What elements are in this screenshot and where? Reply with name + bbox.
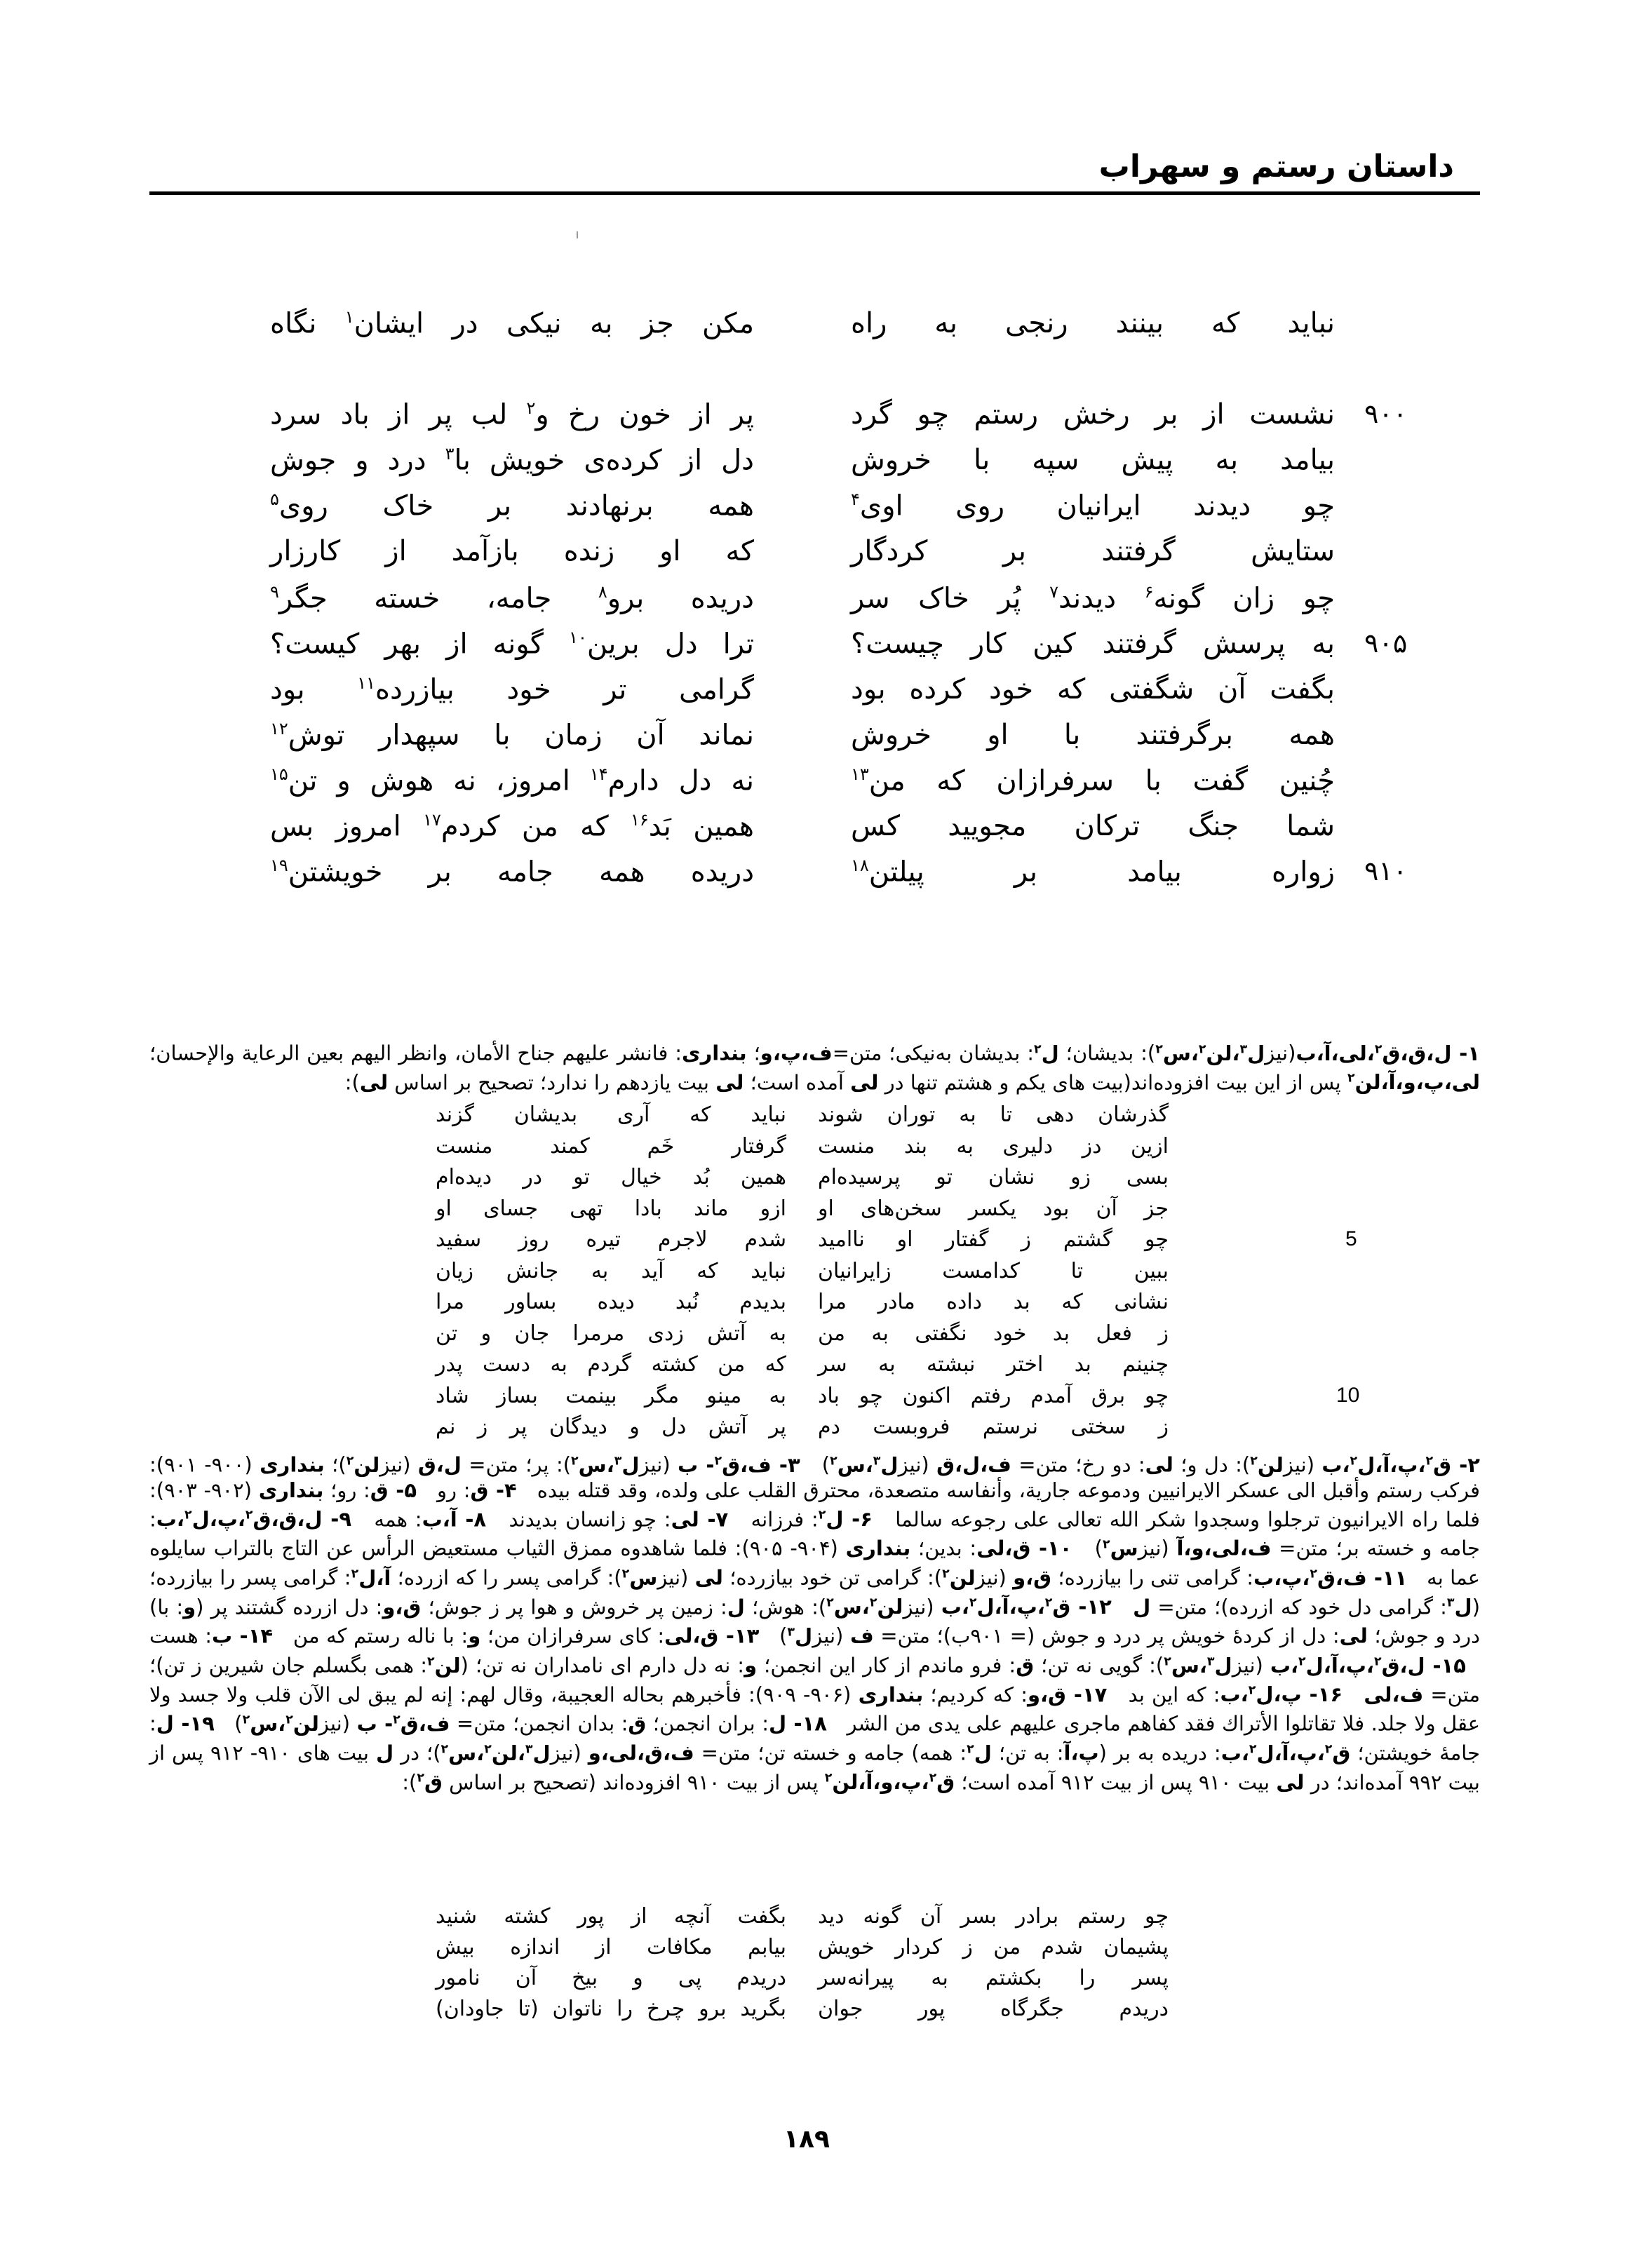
verse-number: ۹۱۰ xyxy=(1364,856,1408,886)
inset-hemistich-left: بیابم مکافات از اندازه بیش xyxy=(436,1935,786,1959)
hemistich-left: دل از کرده‌ی خویش با$^۳$ درد و جوش xyxy=(270,444,754,477)
inset-couplet xyxy=(436,1259,1169,1287)
couplet xyxy=(269,444,1335,486)
inset-couplet xyxy=(436,1165,1169,1193)
inset-line-number: 5 xyxy=(1345,1227,1357,1250)
hemistich-right: چُنین گفت با سرفرازان که من$^{۱۳}$ xyxy=(851,764,1335,797)
hemistich-left: دریده همه جامه بر خویشتن$^{۱۹}$ xyxy=(270,856,754,889)
inset-hemistich-left: دریدم پی و بیخ آن نامور xyxy=(436,1966,786,1990)
inset-hemistich-left: همین بُد خیال تو در دیده‌ام xyxy=(436,1165,786,1189)
hemistich-left: همین بَد$^{۱۶}$ که من کردم$^{۱۷}$ امروز بس xyxy=(270,810,754,843)
verse-number: ۹۰۵ xyxy=(1364,628,1408,659)
hemistich-right: شما جنگ ترکان مجویید کس xyxy=(851,810,1335,842)
inset-hemistich-right: پشیمان شدم من ز کردار خویش xyxy=(818,1935,1169,1959)
inset-couplet xyxy=(436,1290,1169,1318)
couplet xyxy=(269,307,1335,349)
inset-hemistich-left: ازو ماند بادا تهی جسای او xyxy=(436,1196,786,1221)
footnote-1: ۱- ل،ق،ق$^۲$،لی،آ،ب(نیزل$^۳$،لن$^۲$،س$^۲$): بدیشان؛ ل$^۲$: بدیشان به‌نیکی؛ متن=ف،پ،و؛ بنداری: فانشر علیهم جناح الأمان، وانظر الیهم بعین الرعایة والإحسان؛ لی،پ،و،آ،لن$^۲$ پس از این بیت افزوده‌اند(بیت های یکم و هشتم تنها در لی آمده است؛ لی بیت یازدهم را ندارد؛ تصحیح بر اساس لی): xyxy=(149,1041,1480,1095)
inset-couplet xyxy=(436,1384,1169,1412)
inset-hemistich-right: ز فعل بد خود نگفتی به من xyxy=(818,1321,1169,1346)
inset-hemistich-left: پر آتش دل و دیدگان پر ز نم xyxy=(436,1415,786,1439)
couplet xyxy=(269,856,1335,898)
header-rule xyxy=(149,191,1480,195)
inset-hemistich-right: چنینم بد اختر نبشته به سر xyxy=(818,1352,1169,1377)
inset-hemistich-left: بدیدم نُبد دیده بساور مرا xyxy=(436,1290,786,1314)
inset-couplet xyxy=(436,1415,1169,1443)
hemistich-right: بیامد به پیش سپه با خروش xyxy=(851,444,1335,476)
inset-hemistich-left: به مینو مگر بینمت بساز شاد xyxy=(436,1383,786,1408)
inset-hemistich-left: شدم لاجرم تیره روز سفید xyxy=(436,1227,786,1252)
inset-couplet xyxy=(436,1134,1169,1162)
hemistich-right: چو دیدند ایرانیان روی اوی$^۴$ xyxy=(851,490,1335,522)
inset-hemistich-left: گرفتار خَم کمند منست xyxy=(436,1133,786,1159)
inset-line-number: 10 xyxy=(1336,1383,1360,1407)
couplet xyxy=(269,582,1335,624)
running-header-title: داستان رستم و سهراب xyxy=(1098,149,1454,184)
inset-hemistich-right: ببین تا کدامست زایرانیان xyxy=(818,1258,1169,1283)
inset-hemistich-left: نباید که آری بدیشان گزند xyxy=(436,1102,786,1127)
couplet xyxy=(269,490,1335,532)
hemistich-left: پر از خون رخ و$^۲$ لب پر از باد سرد xyxy=(270,398,754,431)
hemistich-right: نشست از بر رخش رستم چو گرد xyxy=(851,398,1335,431)
hemistich-right: نباید که بینند رنجی به راه xyxy=(851,307,1335,339)
couplet xyxy=(269,719,1335,761)
inset-hemistich-right: چو گشتم ز گفتار او ناامید xyxy=(818,1227,1169,1252)
couplet xyxy=(269,764,1335,806)
inset-hemistich-right: چو برق آمدم رفتم اکنون چو باد xyxy=(818,1383,1169,1408)
inset-hemistich-left: که من کشته گردم به دست پدر xyxy=(436,1352,786,1377)
inset-hemistich-right: نشانی که بد داده مادر مرا xyxy=(818,1290,1169,1314)
inset-hemistich-left: به آتش زدی مرمرا جان و تن xyxy=(436,1321,786,1346)
inset-couplet xyxy=(436,1196,1169,1224)
inset-hemistich-right: ازین دز دلیری به بند منست xyxy=(818,1133,1169,1159)
inset-hemistich-left: بگفت آنچه از پور کشته شنید xyxy=(436,1904,786,1929)
couplet xyxy=(269,628,1335,670)
inset-hemistich-right: گذرشان دهی تا به توران شوند xyxy=(818,1102,1169,1127)
hemistich-right: همه برگرفتند با او خروش xyxy=(851,719,1335,751)
hemistich-left: دریده برو$^۸$ جامه، خسته جگر$^۹$ xyxy=(270,582,754,615)
hemistich-left: مکن جز به نیکی در ایشان$^۱$ نگاه xyxy=(270,307,754,340)
hemistich-left: نه دل دارم$^{۱۴}$ امروز، نه هوش و تن$^{۱۵}$ xyxy=(270,764,754,797)
inset-hemistich-left: بگرید برو چرخ را ناتوان (تا جاودان) xyxy=(436,1997,786,2021)
inset-hemistich-right: دریدم جگرگاه پور جوان xyxy=(818,1997,1169,2021)
couplet xyxy=(269,673,1335,715)
inset-couplet xyxy=(436,1966,1169,1994)
hemistich-left: نماند آن زمان با سپهدار توش$^{۱۲}$ xyxy=(270,719,754,752)
hemistich-left: ترا دل برین$^{۱۰}$ گونه از بهر کیست؟ xyxy=(270,628,754,661)
inset-couplet xyxy=(436,1904,1169,1932)
inset-hemistich-right: چو رستم برادر بسر آن گونه دید xyxy=(818,1904,1169,1929)
hemistich-right: به پرسش گرفتند کین کار چیست؟ xyxy=(851,628,1335,660)
inset-hemistich-right: جز آن بود یکسر سخن‌های او xyxy=(818,1196,1169,1221)
inset-couplet xyxy=(436,1321,1169,1349)
scan-mark xyxy=(577,231,578,238)
hemistich-left: که او زنده بازآمد از کارزار xyxy=(270,535,754,567)
hemistich-left: همه برنهادند بر خاک روی$^۵$ xyxy=(270,490,754,522)
couplet xyxy=(269,535,1335,577)
hemistich-right: ستایش گرفتند بر کردگار xyxy=(851,535,1335,567)
hemistich-right: زواره بیامد بر پیلتن$^{۱۸}$ xyxy=(851,856,1335,889)
couplet xyxy=(269,398,1335,440)
inset-couplet xyxy=(436,1997,1169,2025)
hemistich-right: بگفت آن شگفتی که خود کرده بود xyxy=(851,673,1335,706)
hemistich-left: گرامی تر خود بیازرده$^{۱۱}$ بود xyxy=(270,673,754,706)
inset-couplet xyxy=(436,1935,1169,1963)
inset-hemistich-right: بسی زو نشان تو پرسیده‌ام xyxy=(818,1165,1169,1189)
inset-hemistich-right: ز سختی نرستم فروبست دم xyxy=(818,1415,1169,1439)
footnotes-2-19: ۲- ق$^۲$،پ،آ،ل$^۲$،ب (نیزلن$^۲$): دل و؛ لی: دو رخ؛ متن= ف،ل،ق (نیزل$^۳$،س$^۲$) ۳- ف،ق$^۲$- ب (نیزل$^۳$،س$^۲$): پر؛ متن= ل،ق (نیزلن$^۲$)؛ بنداری (۹۰۰- ۹۰۱): فرکب رستم وأقبل الی عسکر الایرانیین ودموعه جاریة، وأنفاسه متصعدة، محترق القلب علی ولده، وقد قتله بیده ۴- ق: رو ۵- ق: رو؛ بنداری (۹۰۲- ۹۰۳): فلما راه الایرانیون ترجلوا وسجدوا شکر الله تعالی علی رجوعه سالما ۶- ل$^۲$: فرزانه ۷- لی: چو زانسان بدیدند ۸- آ،ب: همه ۹- ل،ق،ق$^۲$،پ،ل$^۲$،ب: جامه و خسته بر؛ متن= ف،لی،و،آ (نیزس$^۲$) ۱۰- ق،لی: بدین؛ بنداری (۹۰۴- ۹۰۵): فلما شاهدوه ممزق الثیاب مستعیض الرأس عن التاج بالتراب سایلوه عما به ۱۱- ف،ق$^۲$،پ،ب: گرامی تنی را بیازرده؛ ق،و (نیزلن$^۲$): گرامی تن خود بیازرده؛ لی (نیزس$^۲$): گرامی پسر را که ازرده؛ آ،ل$^۲$: گرامی پسر را بیازرده؛ (ل$^۳$: گرامی دل خود که ازرده)؛ متن= ل ۱۲- ق$^۲$،پ،آ،ل$^۲$،ب (نیزلن$^۲$،س$^۲$): هوش؛ ل: زمین پر خروش و هوا پر ز جوش؛ ق،و: دل ازرده گشتند پر (و: با) درد و جوش؛ لی: دل از کردهٔ خویش پر درد و جوش (= ۹۰۱ب)؛ متن= ف (نیزل$^۳$) ۱۳- ق،لی: کای سرفرازان من؛ و: با ناله رستم که من ۱۴- ب: هست ۱۵- ل،ق$^۲$،پ،آ،ل$^۲$،ب (نیزل$^۳$،س$^۲$): گویی نه تن؛ ق: فرو ماندم از کار این انجمن؛ و: نه دل دارم ای نامداران نه تن؛ (لن$^۲$: همی بگسلم جان شیرین ز تن)؛ متن= ف،لی ۱۶- پ،ل$^۲$،ب: که این بد ۱۷- ق،و: که کردیم؛ بنداری (۹۰۶- ۹۰۹): فأخبرهم بحاله العجیبة، وقال لهم: إنه لم یبق لی الآن قلب ولا جسد ولا عقل ولا جلد. فلا تقاتلوا الأتراك فقد کفاهم ماجری علیهم علی یدی من الشر ۱۸- ل: بران انجمن؛ ق: بدان انجمن؛ متن= ف،ق$^۲$- ب (نیزلن$^۲$،س$^۲$) ۱۹- ل: جامهٔ خویشتن؛ ق$^۲$،پ،آ،ل$^۲$،ب: دریده به بر (پ،آ: به تن؛ ل$^۲$: همه) جامه و خسته تن؛ متن= ف،ق،لی،و (نیزل$^۳$،لن$^۲$،س$^۲$)؛ در ل بیت های ۹۱۰- ۹۱۲ پس از بیت ۹۹۲ آمده‌اند؛ در لی بیت ۹۱۰ پس از بیت ۹۱۲ آمده است؛ ق$^۲$،پ،و،آ،لن$^۲$ پس از بیت ۹۱۰ افزوده‌اند (تصحیح بر اساس ق$^۲$): xyxy=(149,1452,1481,1795)
inset-hemistich-left: نباید که آید به جانش زیان xyxy=(436,1258,786,1283)
inset-hemistich-right: پسر را بکشتم به پیرانه‌سر xyxy=(818,1966,1169,1990)
page-number: ۱۸۹ xyxy=(783,2125,830,2154)
inset-couplet xyxy=(436,1352,1169,1380)
inset-couplet xyxy=(436,1102,1169,1130)
couplet xyxy=(269,810,1335,852)
hemistich-right: چو زان گونه$^۶$ دیدند$^۷$ پُر خاک سر xyxy=(851,582,1335,615)
verse-number: ۹۰۰ xyxy=(1364,398,1408,429)
inset-couplet xyxy=(436,1227,1169,1255)
